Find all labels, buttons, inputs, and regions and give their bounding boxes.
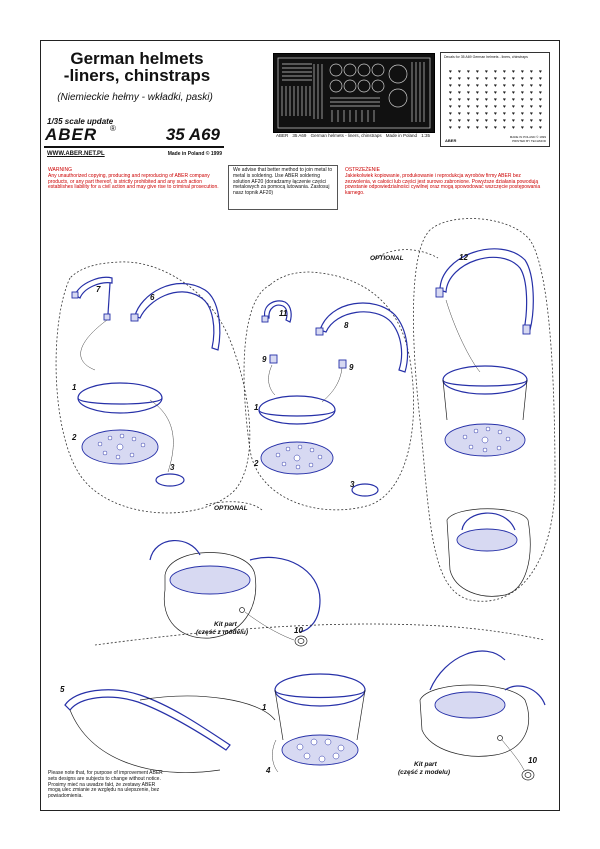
leader-d1 bbox=[272, 740, 278, 772]
part-number-5: 5 bbox=[60, 685, 65, 694]
decal-heart: ♥ bbox=[467, 125, 470, 131]
helmet-main-rivet bbox=[240, 608, 245, 613]
decal-heart: ♥ bbox=[485, 69, 488, 75]
decal-heart: ♥ bbox=[494, 83, 497, 89]
decal-heart: ♥ bbox=[485, 97, 488, 103]
liner-band-1-rim bbox=[78, 398, 162, 404]
part-10-top bbox=[295, 636, 307, 646]
decal-heart: ♥ bbox=[494, 90, 497, 96]
part-number-9-left: 9 bbox=[262, 355, 267, 364]
strap-7-clip bbox=[72, 292, 78, 298]
part-number-9-right: 9 bbox=[349, 363, 354, 372]
decal-heart: ♥ bbox=[539, 97, 542, 103]
leader-kit-bottom bbox=[502, 740, 524, 770]
decal-heart: ♥ bbox=[512, 69, 515, 75]
decal-heart: ♥ bbox=[494, 76, 497, 82]
strap-12-clip-right bbox=[523, 325, 530, 334]
decal-heart: ♥ bbox=[539, 104, 542, 110]
decal-heart: ♥ bbox=[521, 83, 524, 89]
part-10-bottom-inner bbox=[525, 773, 531, 778]
part-number-3-middle: 3 bbox=[350, 480, 355, 489]
strap-7-end bbox=[104, 314, 110, 320]
helmet-c-strap bbox=[462, 513, 515, 530]
helmet-c-liner bbox=[457, 529, 517, 551]
decal-heart: ♥ bbox=[476, 111, 479, 117]
part-9-left bbox=[270, 355, 277, 363]
decal-heart: ♥ bbox=[449, 83, 452, 89]
section-separator bbox=[95, 624, 545, 645]
leader-a2 bbox=[150, 400, 173, 472]
decal-heart: ♥ bbox=[512, 125, 515, 131]
decal-heart: ♥ bbox=[539, 111, 542, 117]
fret-code: 35 A69 bbox=[292, 133, 307, 138]
decal-heart: ♥ bbox=[521, 104, 524, 110]
title-line-2: -liners, chinstraps bbox=[63, 66, 211, 85]
decal-heart: ♥ bbox=[476, 69, 479, 75]
decal-heart: ♥ bbox=[449, 97, 452, 103]
decal-heart: ♥ bbox=[476, 118, 479, 124]
decal-heart: ♥ bbox=[458, 83, 461, 89]
leader-b2 bbox=[322, 368, 342, 402]
strap-12 bbox=[440, 249, 533, 330]
decal-heart: ♥ bbox=[449, 90, 452, 96]
strap-11-clip bbox=[262, 316, 268, 322]
decal-card-text: Decals for 35 A69 German helmets - liners, chinstraps bbox=[444, 55, 528, 59]
decal-heart: ♥ bbox=[458, 76, 461, 82]
part-number-2-left: 2 bbox=[72, 433, 77, 442]
decal-heart: ♥ bbox=[503, 104, 506, 110]
decal-heart: ♥ bbox=[530, 104, 533, 110]
helmet-br-liner bbox=[435, 692, 505, 718]
liner-band-bottom-rim bbox=[275, 690, 365, 698]
decal-heart: ♥ bbox=[530, 90, 533, 96]
decal-heart: ♥ bbox=[467, 90, 470, 96]
decal-heart: ♥ bbox=[521, 76, 524, 82]
decal-heart: ♥ bbox=[539, 69, 542, 75]
decal-heart: ♥ bbox=[485, 90, 488, 96]
decal-heart: ♥ bbox=[467, 104, 470, 110]
decal-heart: ♥ bbox=[503, 69, 506, 75]
decal-heart: ♥ bbox=[539, 118, 542, 124]
decal-heart: ♥ bbox=[458, 104, 461, 110]
decal-heart: ♥ bbox=[494, 104, 497, 110]
decal-heart: ♥ bbox=[512, 76, 515, 82]
decal-heart: ♥ bbox=[476, 76, 479, 82]
decal-heart: ♥ bbox=[449, 104, 452, 110]
design-change-note: Please note that, for purpose of improvement ABER sets designs are subjects to change without notice. Prosimy mieć na uwadze fakt, że zestawy ABER mogą ulec zmianie ze względu na ulepszenie, bez powiadomienia. bbox=[48, 770, 163, 800]
decal-heart: ♥ bbox=[485, 111, 488, 117]
strap-8 bbox=[320, 303, 408, 372]
decal-heart: ♥ bbox=[476, 97, 479, 103]
decal-heart: ♥ bbox=[449, 111, 452, 117]
group-outline-middle bbox=[244, 272, 414, 510]
soldering-advice-box: We advise that better method to join metal to metal is soldering. Use ABER soldering solution AF20 (doradzamy łączenie części metalowych za pomocą lutowania. Zastosuj nasz topnik AF20) bbox=[228, 165, 338, 210]
decal-heart: ♥ bbox=[539, 76, 542, 82]
decal-heart: ♥ bbox=[503, 125, 506, 131]
decal-heart: ♥ bbox=[521, 111, 524, 117]
part-10-bottom bbox=[522, 770, 534, 780]
decal-heart: ♥ bbox=[485, 104, 488, 110]
strap-6 bbox=[135, 284, 220, 350]
decal-heart: ♥ bbox=[476, 104, 479, 110]
decal-heart: ♥ bbox=[476, 125, 479, 131]
strap-5-loop bbox=[70, 696, 275, 772]
decal-heart: ♥ bbox=[458, 90, 461, 96]
decal-heart: ♥ bbox=[458, 69, 461, 75]
optional-label-mid: OPTIONAL bbox=[214, 505, 248, 512]
decal-heart: ♥ bbox=[539, 83, 542, 89]
decal-heart: ♥ bbox=[512, 104, 515, 110]
decal-heart: ♥ bbox=[494, 111, 497, 117]
decal-heart: ♥ bbox=[530, 69, 533, 75]
decal-heart: ♥ bbox=[521, 125, 524, 131]
kit-part-label-bottom: Kit part bbox=[414, 761, 437, 768]
decal-heart: ♥ bbox=[467, 69, 470, 75]
part-number-8: 8 bbox=[344, 321, 349, 330]
part-10-top-inner bbox=[298, 639, 304, 644]
decal-heart: ♥ bbox=[512, 83, 515, 89]
leader-c1 bbox=[446, 300, 480, 372]
decal-heart: ♥ bbox=[485, 76, 488, 82]
part-number-1-left: 1 bbox=[72, 383, 77, 392]
decal-heart: ♥ bbox=[503, 111, 506, 117]
decal-heart: ♥ bbox=[530, 125, 533, 131]
part-number-1-bottom: 1 bbox=[262, 703, 267, 712]
part-number-10-bottom: 10 bbox=[528, 756, 537, 765]
leader-a1 bbox=[81, 320, 107, 370]
decal-heart: ♥ bbox=[512, 90, 515, 96]
strap-7-drop bbox=[108, 283, 110, 314]
liner-band-bottom bbox=[275, 674, 365, 706]
helmet-main bbox=[164, 553, 256, 639]
decal-card-brand: ABER bbox=[445, 138, 457, 143]
decal-heart: ♥ bbox=[458, 125, 461, 131]
decal-heart: ♥ bbox=[530, 111, 533, 117]
decal-heart: ♥ bbox=[512, 97, 515, 103]
part-number-6: 6 bbox=[150, 293, 155, 302]
made-in-label: Made in Poland © 1999 bbox=[167, 151, 222, 157]
part-number-10-top: 10 bbox=[294, 626, 303, 635]
decal-heart: ♥ bbox=[530, 83, 533, 89]
decal-heart: ♥ bbox=[449, 76, 452, 82]
decal-heart: ♥ bbox=[503, 97, 506, 103]
decal-heart: ♥ bbox=[521, 69, 524, 75]
decal-heart: ♥ bbox=[449, 125, 452, 131]
decal-heart: ♥ bbox=[485, 83, 488, 89]
ostrzezenie-title: OSTRZEŻENIE bbox=[345, 167, 381, 173]
fret-scale: 1:35 bbox=[421, 133, 430, 138]
decal-heart: ♥ bbox=[503, 83, 506, 89]
decal-card-print: MADE IN POLAND © 1999 PRINTED BY TECHMOD bbox=[509, 135, 546, 143]
decal-heart: ♥ bbox=[458, 111, 461, 117]
decal-heart: ♥ bbox=[494, 125, 497, 131]
part-9-right bbox=[339, 360, 346, 368]
decal-heart: ♥ bbox=[512, 111, 515, 117]
decal-heart: ♥ bbox=[467, 83, 470, 89]
decal-heart: ♥ bbox=[494, 118, 497, 124]
part-number-4: 4 bbox=[266, 766, 271, 775]
decal-heart: ♥ bbox=[521, 118, 524, 124]
kit-part-label-top: Kit part bbox=[214, 621, 237, 628]
scale-label: 1/35 scale update bbox=[47, 117, 114, 126]
decal-heart: ♥ bbox=[494, 69, 497, 75]
liner-band-c bbox=[443, 366, 527, 394]
decal-heart: ♥ bbox=[530, 118, 533, 124]
brand-logo: ABER bbox=[45, 125, 98, 144]
helmet-main-strap-right bbox=[250, 557, 320, 632]
decal-heart: ♥ bbox=[485, 125, 488, 131]
ring-b bbox=[352, 484, 378, 496]
website-link[interactable]: WWW.ABER.NET.PL bbox=[47, 151, 105, 157]
decal-heart: ♥ bbox=[449, 118, 452, 124]
helmet-br-rivet bbox=[498, 736, 503, 741]
kit-part-sublabel-bottom: (część z modelu) bbox=[398, 769, 451, 776]
liner-band-1 bbox=[78, 383, 162, 413]
part-number-3-left: 3 bbox=[170, 463, 175, 472]
strap-8-clip bbox=[316, 328, 323, 335]
decal-heart: ♥ bbox=[458, 118, 461, 124]
decal-heart: ♥ bbox=[521, 90, 524, 96]
decal-heart: ♥ bbox=[521, 97, 524, 103]
decal-heart: ♥ bbox=[467, 97, 470, 103]
helmet-main-strap-left bbox=[150, 541, 200, 560]
decal-heart: ♥ bbox=[539, 125, 542, 131]
registered-mark: ® bbox=[110, 124, 116, 133]
product-code: 35 A69 bbox=[165, 125, 220, 144]
decal-heart: ♥ bbox=[449, 69, 452, 75]
decal-heart: ♥ bbox=[458, 97, 461, 103]
decal-heart: ♥ bbox=[530, 76, 533, 82]
warning-title: WARNING bbox=[48, 167, 72, 173]
helmet-br-strap bbox=[430, 651, 505, 690]
decal-heart: ♥ bbox=[503, 90, 506, 96]
subtitle: (Niemieckie hełmy - wkładki, paski) bbox=[57, 92, 213, 103]
decal-heart: ♥ bbox=[539, 90, 542, 96]
leader-b1 bbox=[269, 365, 275, 395]
helmet-br-strap-2 bbox=[505, 686, 545, 705]
optional-label-top: OPTIONAL bbox=[370, 255, 404, 262]
ring-3 bbox=[156, 474, 184, 486]
helmet-c bbox=[447, 509, 530, 597]
decal-heart: ♥ bbox=[476, 90, 479, 96]
strap-12-clip-left bbox=[436, 288, 443, 297]
strap-6-clip bbox=[131, 314, 138, 321]
part-number-1-middle: 1 bbox=[254, 403, 259, 412]
decal-heart: ♥ bbox=[467, 111, 470, 117]
decal-heart: ♥ bbox=[530, 97, 533, 103]
liner-band-b bbox=[259, 396, 335, 424]
decal-heart: ♥ bbox=[467, 76, 470, 82]
decal-heart: ♥ bbox=[467, 118, 470, 124]
decal-heart: ♥ bbox=[503, 76, 506, 82]
fret-name: German helmets - liners, chinstraps bbox=[310, 133, 382, 138]
part-number-2-middle: 2 bbox=[254, 459, 259, 468]
helmet-main-liner bbox=[170, 566, 250, 594]
liner-band-c-rim bbox=[443, 380, 527, 386]
part-number-12: 12 bbox=[459, 253, 468, 262]
decal-heart: ♥ bbox=[512, 118, 515, 124]
liner-band-b-rim bbox=[259, 410, 335, 416]
kit-part-sublabel-top: (część z modelu) bbox=[196, 629, 249, 636]
title-line-1: German helmets bbox=[70, 49, 204, 68]
fret-made: Made in Poland bbox=[385, 133, 418, 138]
fret-brand: ABER bbox=[276, 133, 289, 138]
warning-body: Any unauthorized copying, producing and reproducing of ABER company products, or any part thereof, is strictly prohibited and any such action establishes liability for a civil action and may give rise to criminal prosecution. bbox=[48, 172, 219, 191]
strap-7 bbox=[75, 277, 112, 298]
decal-heart: ♥ bbox=[485, 118, 488, 124]
ostrzezenie-body: Jakiekolwiek kopiowanie, produkowanie i reprodukcja wyrobów firmy ABER bez zezwolenia, w całości lub części jest surowo zabronione. Powyższe działania powodują powstanie odpowiedzialności cywilnej oraz mogą spowodować wszczęcie postępowania karnego. bbox=[345, 172, 541, 197]
part-number-11: 11 bbox=[279, 309, 288, 318]
part-number-7: 7 bbox=[96, 285, 101, 294]
decal-heart: ♥ bbox=[476, 83, 479, 89]
decal-heart: ♥ bbox=[503, 118, 506, 124]
decal-heart: ♥ bbox=[494, 97, 497, 103]
